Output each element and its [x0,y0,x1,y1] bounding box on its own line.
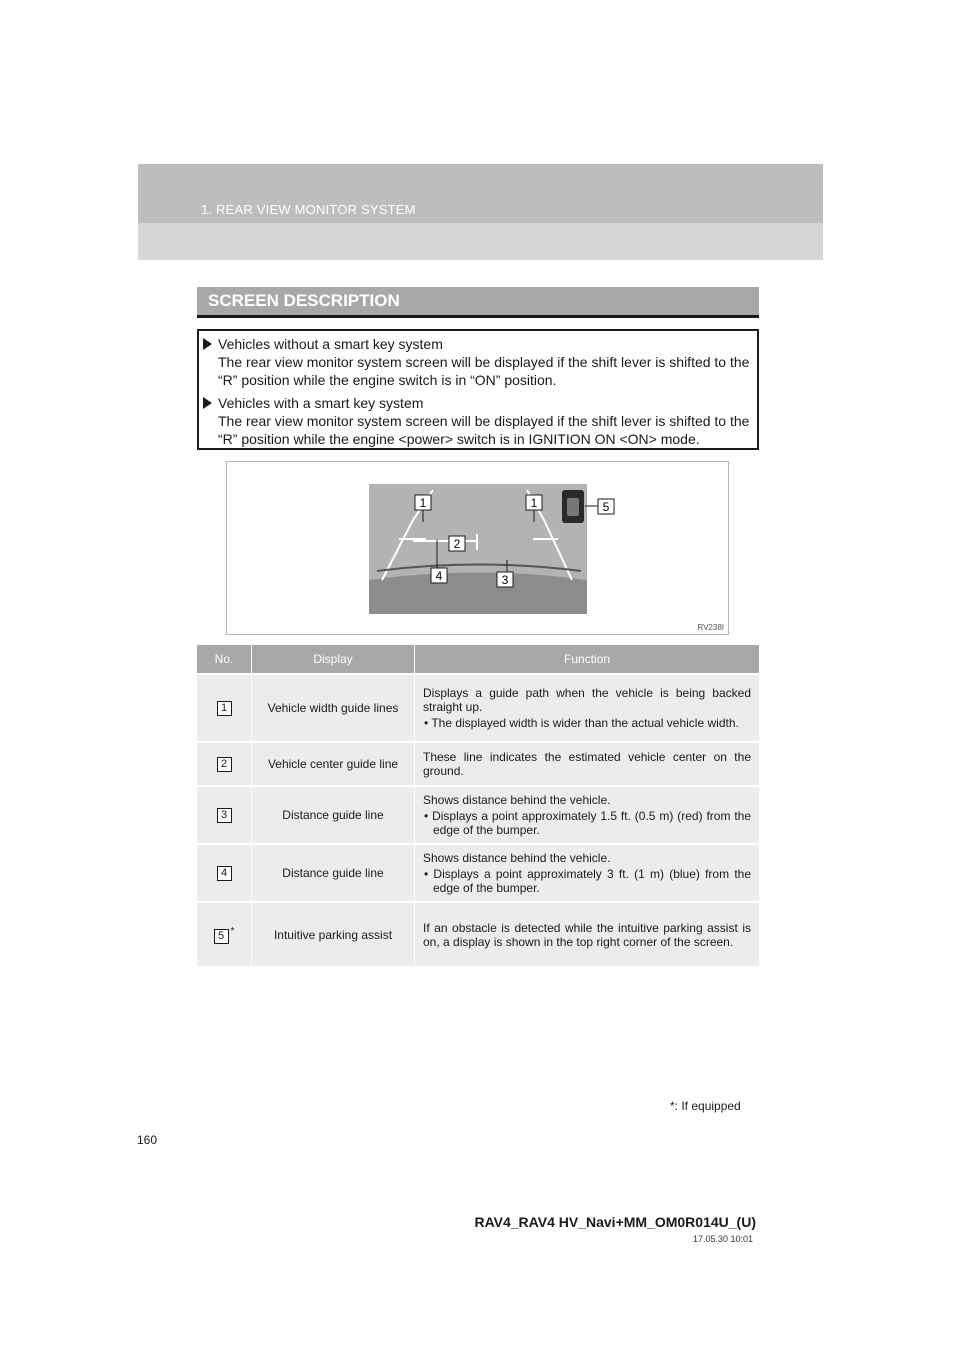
row-display: Vehicle width guide lines [252,674,415,742]
svg-text:3: 3 [501,573,509,587]
footnote: *: If equipped [670,1099,741,1113]
triangle-bullet-icon [203,338,212,350]
row-display: Distance guide line [252,844,415,902]
note-heading: Vehicles with a smart key system [218,395,424,411]
note-item [203,335,758,389]
section-label: 1. REAR VIEW MONITOR SYSTEM [201,202,416,217]
bumper-area [369,573,587,615]
table-row [197,844,759,902]
svg-text:4: 4 [435,569,443,583]
timestamp: 17.05.30 10:01 [692,1234,753,1244]
svg-text:1: 1 [530,496,538,510]
row-function: Shows distance behind the vehicle. • Displays a point approximately 1.5 ft. (0.5 m) (red) from the edge of the bumper. [415,786,760,844]
table-row [197,786,759,844]
table-row [197,742,759,786]
callout-4 [431,568,447,583]
row-function: These line indicates the estimated vehicle center on the ground. [415,742,760,786]
callout-1-right [526,495,542,510]
table-row [197,674,759,742]
row-function: If an obstacle is detected while the intuitive parking assist is on, a display is shown in the top right corner of the screen. [415,902,760,966]
svg-text:1: 1 [419,496,427,510]
figure-id: RV238I [697,623,724,632]
callout-3 [497,572,513,587]
row-function: Displays a guide path when the vehicle is being backed straight up. • The displayed width is wider than the actual vehicle width. [415,674,760,742]
row-number: 3 [197,786,252,844]
table-row [197,902,759,966]
header-display: Display [252,645,415,674]
row-display: Distance guide line [252,786,415,844]
row-display: Intuitive parking assist [252,902,415,966]
svg-text:2: 2 [453,537,461,551]
row-number: 1 [197,674,252,742]
car-icon [567,498,579,516]
callout-5 [598,499,614,514]
note-heading: Vehicles without a smart key system [218,336,443,352]
description-table [197,645,759,966]
note-text: The rear view monitor system screen will be displayed if the shift lever is shifted to the “R” position while the engine switch is in “ON” position. [218,354,750,388]
page-title: SCREEN DESCRIPTION [197,287,759,318]
row-display: Vehicle center guide line [252,742,415,786]
header-no: No. [197,645,252,674]
triangle-bullet-icon [203,397,212,409]
page-number: 160 [137,1133,158,1147]
callout-1-left [415,495,431,510]
rear-view-illustration [227,462,728,634]
note-item [203,394,758,448]
note-text: The rear view monitor system screen will be displayed if the shift lever is shifted to the “R” position while the engine <power> switch is in IGNITION ON <ON> mode. [218,413,750,447]
row-number: 2 [197,742,252,786]
svg-text:5: 5 [602,500,610,514]
header-band [138,164,823,260]
callout-2 [449,536,465,551]
document-code: RAV4_RAV4 HV_Navi+MM_OM0R014U_(U) [474,1214,756,1230]
row-function: Shows distance behind the vehicle. • Displays a point approximately 3 ft. (1 m) (blue) from the edge of the bumper. [415,844,760,902]
rear-view-figure [226,461,729,635]
row-number: 4 [197,844,252,902]
row-number: 5 * [197,902,252,966]
note-box [197,329,759,450]
header-function: Function [415,645,760,674]
